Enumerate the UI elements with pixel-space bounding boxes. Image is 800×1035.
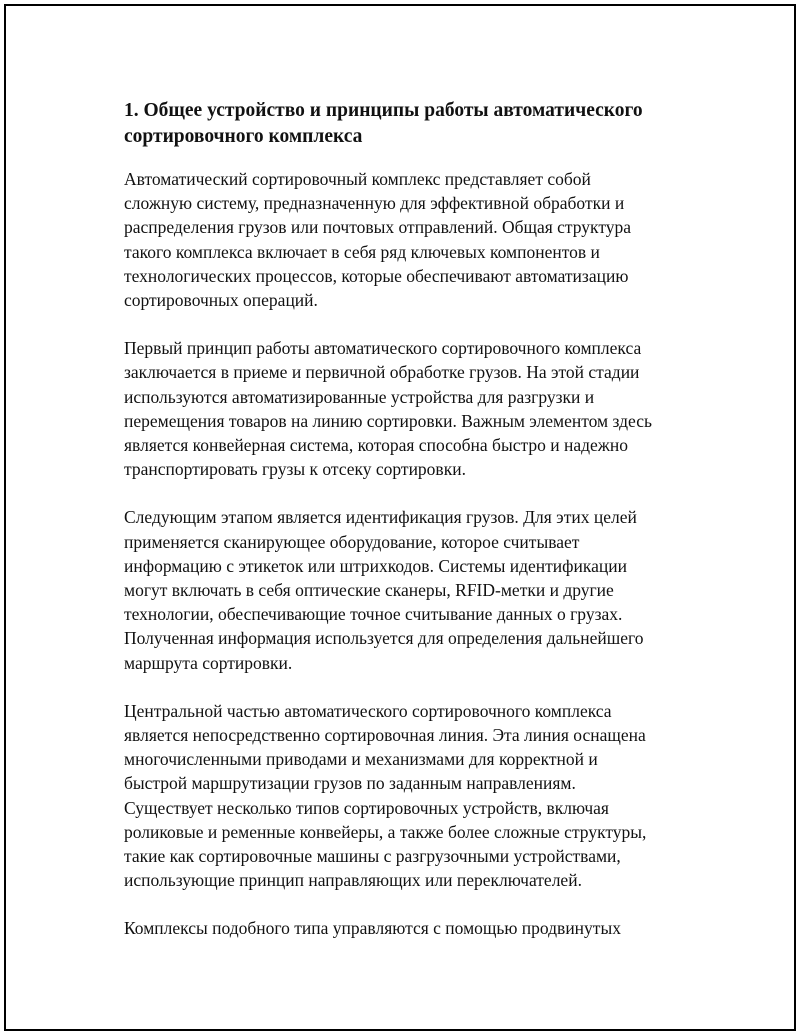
paragraph-line: маршрута сортировки. bbox=[124, 652, 293, 673]
paragraph-line: Первый принцип работы автоматического сортировочного комплекса bbox=[124, 338, 642, 359]
paragraph-line: Комплексы подобного типа управляются с помощью продвинутых bbox=[124, 918, 621, 939]
paragraph-line: такого комплекса включает в себя ряд ключевых компонентов и bbox=[124, 241, 600, 262]
paragraph-line: могут включать в себя оптические сканеры, RFID-метки и другие bbox=[124, 580, 614, 601]
paragraph bbox=[124, 916, 694, 940]
paragraph-line: применяется сканирующее оборудование, которое считывает bbox=[124, 531, 580, 552]
paragraph-line: Автоматический сортировочный комплекс представляет собой bbox=[124, 169, 591, 189]
paragraph-line: роликовые и ременные конвейеры, а также более сложные структуры, bbox=[124, 821, 647, 842]
paragraph-line: быстрой маршрутизации грузов по заданным направлениям. bbox=[124, 773, 576, 794]
paragraph bbox=[124, 699, 694, 893]
paragraph-line: информацию с этикеток или штрихкодов. Системы идентификации bbox=[124, 555, 627, 576]
document-body bbox=[124, 98, 694, 965]
paragraph bbox=[124, 505, 694, 674]
section-heading bbox=[124, 98, 694, 150]
paragraph-line: многочисленными приводами и механизмами для корректной и bbox=[124, 749, 598, 770]
paragraph-line: транспортировать грузы к отсеку сортировки. bbox=[124, 459, 466, 480]
paragraph-line: использующие принцип направляющих или переключателей. bbox=[124, 870, 582, 891]
heading-line: 1. Общее устройство и принципы работы автоматического bbox=[124, 100, 643, 121]
paragraph-line: распределения грузов или почтовых отправлений. Общая структура bbox=[124, 217, 632, 238]
paragraph-line: является непосредственно сортировочная линия. Эта линия оснащена bbox=[124, 725, 646, 746]
paragraph-line: Существует несколько типов сортировочных устройств, включая bbox=[124, 797, 609, 818]
paragraph-line: Центральной частью автоматического сортировочного комплекса bbox=[124, 700, 612, 721]
paragraph-line: такие как сортировочные машины с разгрузочными устройствами, bbox=[124, 846, 621, 867]
paragraph bbox=[124, 167, 694, 312]
paragraph-line: сортировочных операций. bbox=[124, 290, 318, 311]
paragraph bbox=[124, 336, 694, 481]
paragraph-line: перемещения товаров на линию сортировки. Важным элементом здесь bbox=[124, 410, 652, 431]
paragraph-line: заключается в приеме и первичной обработке грузов. На этой стадии bbox=[124, 362, 640, 383]
paragraph-line: технологических процессов, которые обеспечивают автоматизацию bbox=[124, 265, 629, 286]
paragraph-line: Полученная информация используется для определения дальнейшего bbox=[124, 628, 644, 649]
paragraph-line: технологии, обеспечивающие точное считывание данных о грузах. bbox=[124, 604, 623, 625]
heading-line: сортировочного комплекса bbox=[124, 126, 363, 147]
paragraph-line: используются автоматизированные устройства для разгрузки и bbox=[124, 386, 595, 407]
page-frame bbox=[4, 4, 796, 1031]
paragraph-line: сложную систему, предназначенную для эффективной обработки и bbox=[124, 193, 625, 214]
paragraph-line: Следующим этапом является идентификация грузов. Для этих целей bbox=[124, 507, 637, 528]
paragraph-line: является конвейерная система, которая способна быстро и надежно bbox=[124, 435, 628, 456]
